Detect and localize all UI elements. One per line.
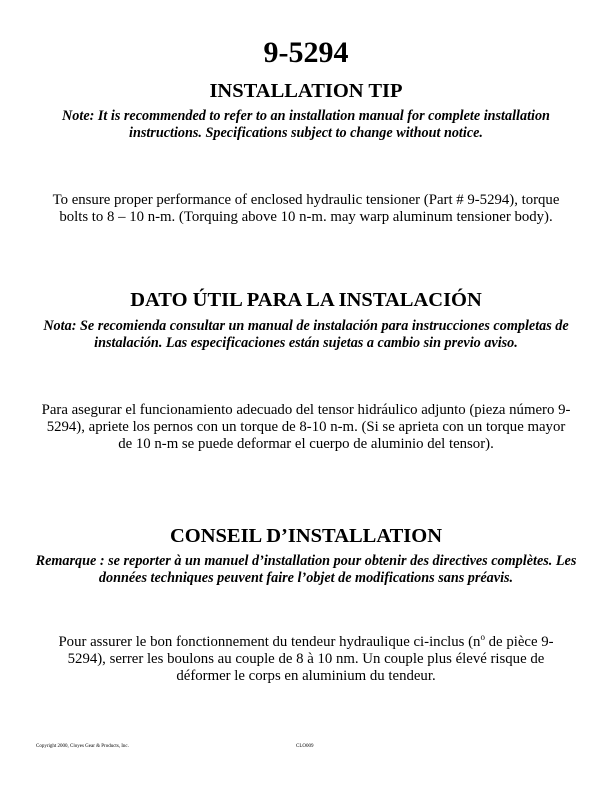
spanish-body: Para asegurar el funcionamiento adecuado del tensor hidráulico adjunto (pieza número 9-5294), apriete los pernos con un torque de 8-10 n-m. (Si se aprieta con un torque mayor de 10 n-m se puede deformar el cuerpo de aluminio del tensor).	[41, 402, 571, 452]
french-body	[40, 634, 572, 685]
spanish-heading: DATO ÚTIL PARA LA INSTALACIÓN	[130, 289, 482, 311]
english-heading: INSTALLATION TIP	[209, 80, 403, 102]
document-code: CLO009	[296, 744, 314, 749]
copyright-footer: Copyright 2000, Cloyes Gear & Products, Inc.	[36, 744, 129, 749]
english-note: Note: It is recommended to refer to an installation manual for complete installation instructions. Specifications subject to change without notice.	[62, 108, 550, 141]
spanish-note: Nota: Se recomienda consultar un manual de instalación para instrucciones completas de instalación. Las especificaciones están sujetas a cambio sin previo aviso.	[43, 318, 569, 351]
french-heading: CONSEIL D’INSTALLATION	[169, 525, 443, 547]
part-number-title: 9-5294	[263, 36, 349, 69]
french-body-superscript: o	[480, 632, 485, 643]
french-body-end: de pièce 9-5294), serrer les boulons au couple de 8 à 10 nm. Un couple plus élevé risque de déformer le corps en aluminium du tendeur.	[67, 634, 554, 684]
french-note: Remarque : se reporter à un manuel d’installation pour obtenir des directives complètes. Les données techniques peuvent faire l’objet de modifications sans préavis.	[35, 553, 577, 586]
french-body-start: Pour assurer le bon fonctionnement du tendeur hydraulique ci-inclus (n	[58, 634, 481, 650]
english-body: To ensure proper performance of enclosed hydraulic tensioner (Part # 9-5294), torque bolts to 8 – 10 n-m. (Torquing above 10 n-m. may warp aluminum tensioner body).	[52, 192, 560, 225]
